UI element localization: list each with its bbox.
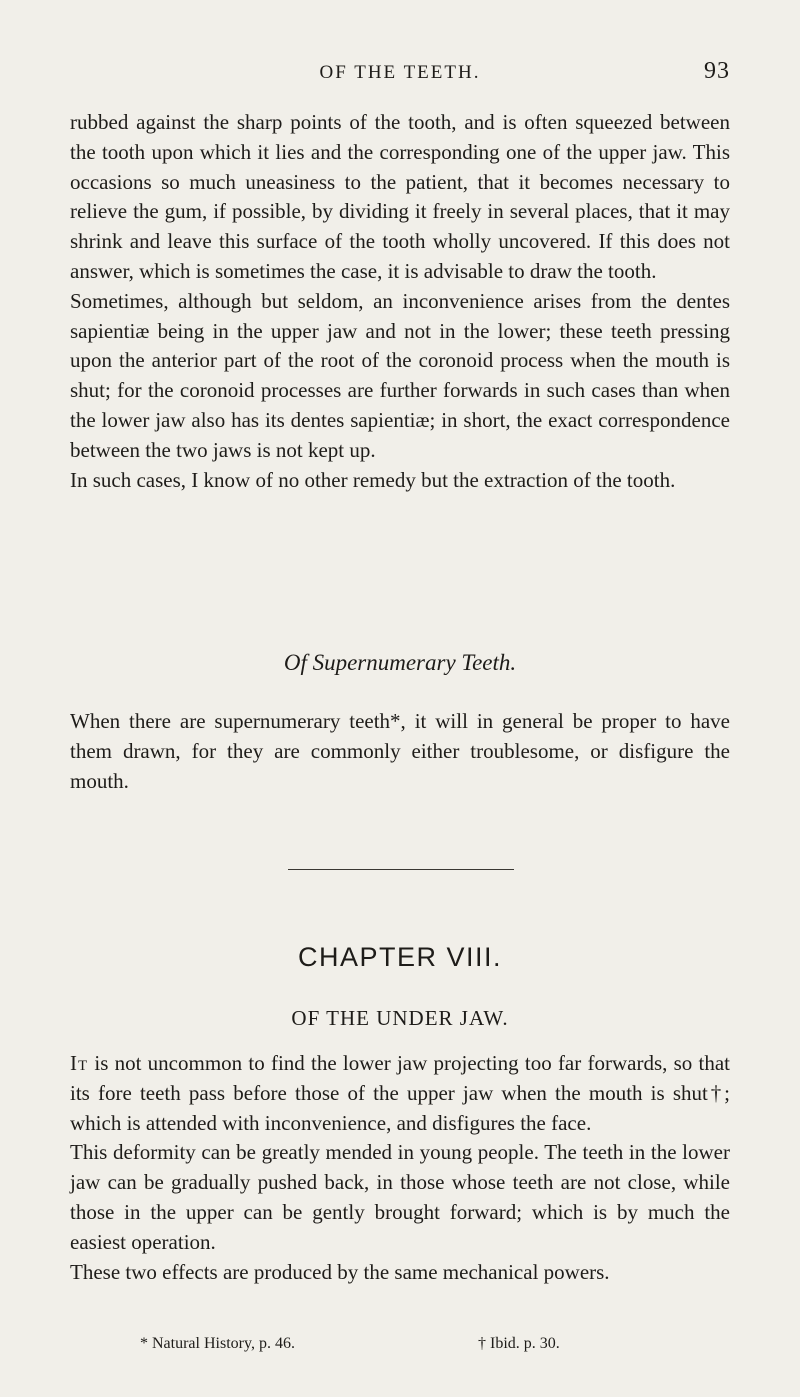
- paragraph-effects: These two effects are produced by the same mechanical powers.: [70, 1259, 610, 1284]
- footnote-natural-history: * Natural History, p. 46.: [140, 1335, 295, 1352]
- paragraph-under-jaw: [70, 1049, 730, 1138]
- paragraph-continuation: rubbed against the sharp points of the tooth, and is often squeezed between the tooth upon which it lies and the corresponding one of the upper jaw. This occasions so much uneasiness to the patient, that it becomes necessary to relieve the gum, if possible, by dividing it freely in several places, that it may shrink and leave this surface of the tooth wholly uncovered. If this does not answer, which is sometimes the case, it is advisable to draw the tooth.: [70, 110, 730, 283]
- page-number: 93: [704, 58, 730, 84]
- chapter-subtitle: OF THE UNDER JAW.: [291, 1006, 509, 1030]
- paragraph-deformity: This deformity can be greatly mended in young people. The teeth in the lower jaw can be gradually pushed back, in those whose teeth are not close, while those in the upper can be gently brought forward; which is by much the easiest operation.: [70, 1140, 730, 1254]
- section-text: [70, 707, 730, 796]
- paragraph-remedy: In such cases, I know of no other remedy but the extraction of the tooth.: [70, 467, 676, 492]
- chapter-title: CHAPTER VIII.: [297, 942, 503, 972]
- running-title: OF THE TEETH.: [319, 62, 481, 83]
- chapter-text: [70, 1049, 730, 1287]
- body-text: [70, 108, 730, 495]
- lead-word: It: [70, 1051, 89, 1075]
- paragraph-under-jaw-rest: is not uncommon to find the lower jaw projecting too far forwards, so that its fore teeth pass before those of the upper jaw when the mouth is shut†; which is attended with inconvenience, and disfigures the face.: [70, 1051, 730, 1135]
- footnote-ibid: † Ibid. p. 30.: [478, 1335, 560, 1352]
- paragraph-supernumerary: When there are supernumerary teeth*, it will in general be proper to have them drawn, for they are commonly either troublesome, or disfigure the mouth.: [70, 709, 730, 793]
- chapter-divider: [288, 869, 514, 870]
- running-head: [70, 58, 730, 88]
- footnotes: [140, 1335, 700, 1359]
- section-heading: Of Supernumerary Teeth.: [283, 650, 517, 675]
- paragraph-dentes-sapientiae: Sometimes, although but seldom, an inconvenience arises from the dentes sapientiæ being in the upper jaw and not in the lower; these teeth pressing upon the anterior part of the root of the coronoid process when the mouth is shut; for the coronoid processes are further forwards in such cases than when the lower jaw also has its dentes sapientiæ; in short, the exact correspondence between the two jaws is not kept up.: [70, 288, 730, 462]
